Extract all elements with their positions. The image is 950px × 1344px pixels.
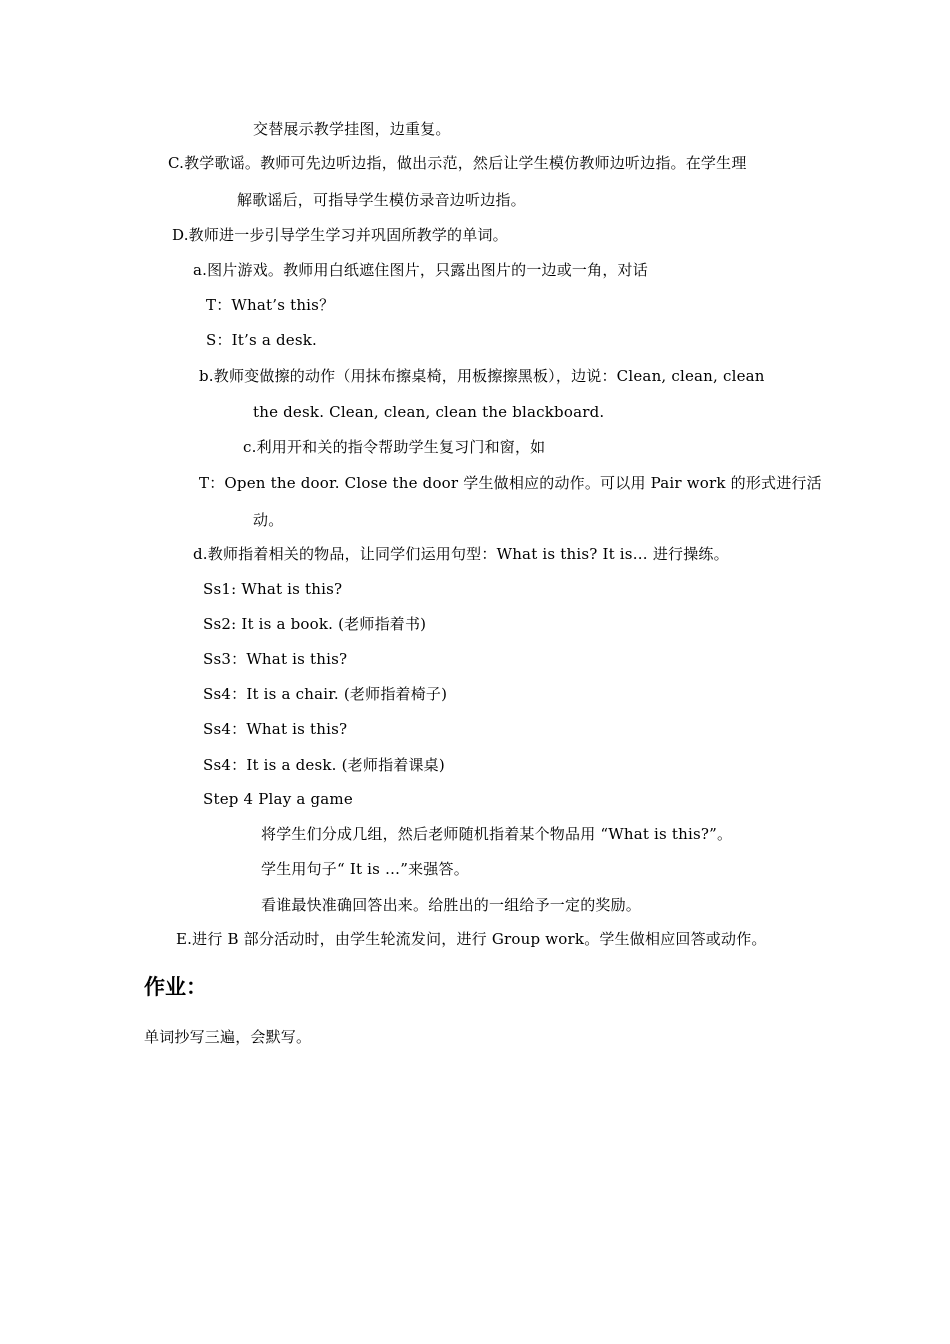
text-line: 交替展示教学挂图，边重复。 <box>253 120 451 138</box>
text-line: Ss4：What is this? <box>203 720 348 738</box>
homework-text: 单词抄写三遍，会默写。 <box>144 1028 312 1046</box>
text-line: b.教师变做擦的动作（用抹布擦桌椅，用板擦擦黑板），边说：Clean, clean, clean <box>199 367 765 385</box>
text-line: 解歌谣后，可指导学生模仿录音边听边指。 <box>237 191 526 209</box>
text-line: a.图片游戏。教师用白纸遮住图片，只露出图片的一边或一角，对话 <box>193 261 648 279</box>
text-line: Ss4：It is a desk. (老师指着课桌) <box>203 756 445 774</box>
text-line: D.教师进一步引导学生学习并巩固所教学的单词。 <box>172 226 508 244</box>
text-line: Ss2: It is a book. (老师指着书) <box>203 615 427 633</box>
text-line: c.利用开和关的指令帮助学生复习门和窗，如 <box>243 438 546 456</box>
text-line: Step 4 Play a game <box>203 790 353 808</box>
text-line: 动。 <box>253 511 284 529</box>
text-line: Ss1: What is this? <box>203 580 343 598</box>
text-line: 将学生们分成几组，然后老师随机指着某个物品用 “What is this?”。 <box>261 825 733 843</box>
text-line: the desk. Clean, clean, clean the blackboard. <box>253 403 605 421</box>
homework-heading: 作业： <box>144 975 207 999</box>
text-line: S：It’s a desk. <box>206 331 318 349</box>
text-line: 学生用句子“ It is …”来强答。 <box>261 860 469 878</box>
text-line: Ss3：What is this? <box>203 650 348 668</box>
text-line: d.教师指着相关的物品，让同学们运用句型：What is this? It is… 进行操练。 <box>193 545 729 563</box>
text-line: T：Open the door. Close the door 学生做相应的动作。可以用 Pair work 的形式进行活 <box>199 474 822 492</box>
text-line: 看谁最快准确回答出来。给胜出的一组给予一定的奖励。 <box>261 896 642 914</box>
text-line: C.教学歌谣。教师可先边听边指，做出示范，然后让学生模仿教师边听边指。在学生理 <box>168 154 747 172</box>
text-line: T：What’s this？ <box>206 296 335 314</box>
text-line: E.进行 B 部分活动时，由学生轮流发问，进行 Group work。学生做相应回答或动作。 <box>176 930 767 948</box>
text-line: Ss4：It is a chair. (老师指着椅子) <box>203 685 448 703</box>
